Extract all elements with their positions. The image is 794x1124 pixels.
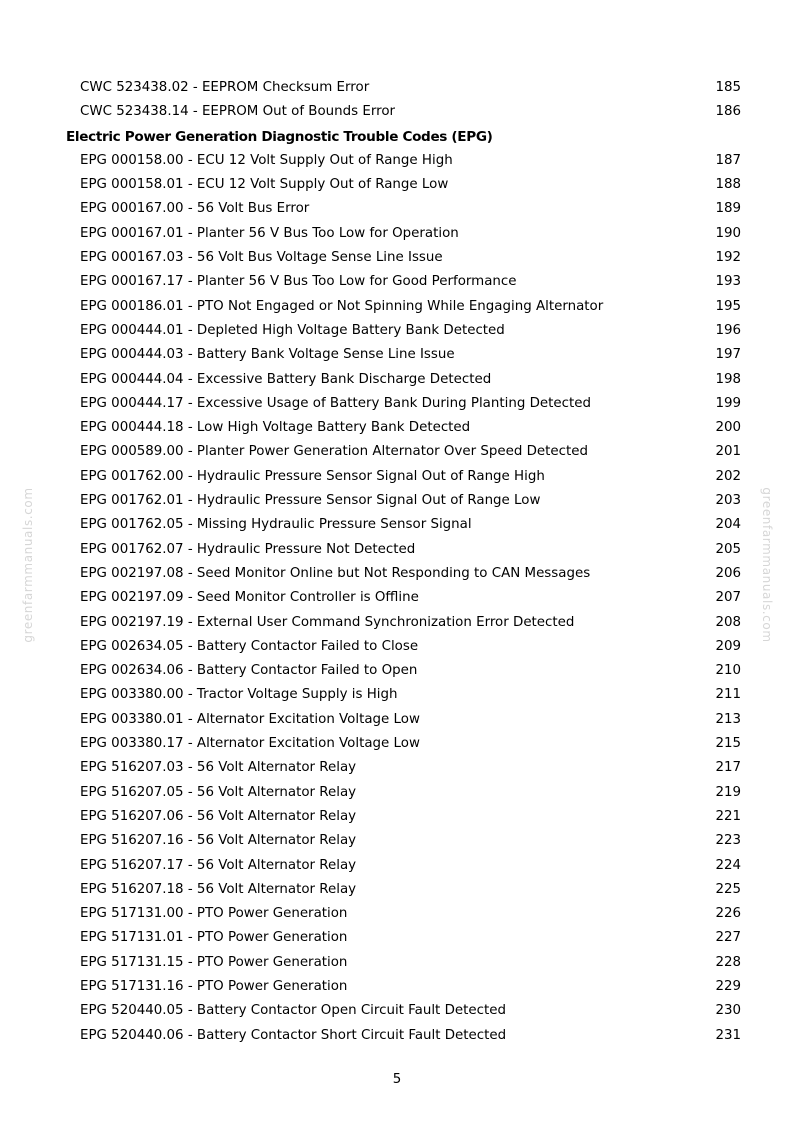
toc-entry-title: Electric Power Generation Diagnostic Trouble Codes (EPG) [66,128,493,145]
toc-entry-title: EPG 003380.00 - Tractor Voltage Supply is High [80,687,398,703]
table-of-contents [0,76,794,1048]
toc-entry[interactable] [0,659,794,683]
toc-entry-page: 196 [715,322,741,338]
toc-entry-title: EPG 000167.01 - Planter 56 V Bus Too Low for Operation [80,225,459,241]
toc-entry[interactable] [0,222,794,246]
toc-entry-page: 217 [715,760,741,776]
toc-entry-title: EPG 000444.17 - Excessive Usage of Battery Bank During Planting Detected [80,395,591,411]
toc-entry[interactable] [0,246,794,270]
toc-entry[interactable] [0,999,794,1023]
toc-entry-page: 224 [715,857,741,873]
toc-entry-page: 186 [715,104,741,120]
toc-entry-title: EPG 517131.15 - PTO Power Generation [80,954,348,970]
toc-entry[interactable] [0,149,794,173]
toc-entry-page: 207 [715,590,741,606]
toc-entry-title: EPG 516207.17 - 56 Volt Alternator Relay [80,857,357,873]
toc-entry[interactable] [0,708,794,732]
toc-entry[interactable] [0,392,794,416]
toc-entry-title: EPG 000444.18 - Low High Voltage Battery Bank Detected [80,420,471,436]
toc-entry[interactable] [0,635,794,659]
toc-entry[interactable] [0,926,794,950]
toc-entry-page: 227 [715,930,741,946]
toc-entry[interactable] [0,100,794,124]
toc-entry-page: 213 [715,711,741,727]
toc-entry[interactable] [0,975,794,999]
toc-entry-title: EPG 001762.05 - Missing Hydraulic Pressure Sensor Signal [80,517,472,533]
toc-entry-page: 209 [715,638,741,654]
toc-entry-page: 205 [715,541,741,557]
toc-entry-title: EPG 517131.01 - PTO Power Generation [80,930,348,946]
toc-entry-page: 225 [715,881,741,897]
toc-entry-page: 189 [715,201,741,217]
toc-entry-title: EPG 000167.00 - 56 Volt Bus Error [80,201,310,217]
toc-entry[interactable] [0,562,794,586]
toc-entry-page: 202 [715,468,741,484]
toc-entry[interactable] [0,197,794,221]
toc-entry-title: EPG 000158.00 - ECU 12 Volt Supply Out of Range High [80,152,453,168]
toc-entry-title: EPG 516207.03 - 56 Volt Alternator Relay [80,760,357,776]
toc-entry-title: EPG 000167.17 - Planter 56 V Bus Too Low for Good Performance [80,274,517,290]
toc-entry-page: 229 [715,978,741,994]
toc-section-heading[interactable] [0,125,794,149]
toc-entry-page: 199 [715,395,741,411]
toc-entry-title: EPG 001762.01 - Hydraulic Pressure Sensor Signal Out of Range Low [80,493,541,509]
toc-entry[interactable] [0,343,794,367]
toc-entry-title: EPG 516207.06 - 56 Volt Alternator Relay [80,808,357,824]
toc-entry[interactable] [0,732,794,756]
toc-entry-page: 188 [715,177,741,193]
toc-entry[interactable] [0,805,794,829]
toc-entry-title: EPG 000158.01 - ECU 12 Volt Supply Out of Range Low [80,177,449,193]
toc-entry[interactable] [0,538,794,562]
toc-entry-title: EPG 002197.09 - Seed Monitor Controller is Offline [80,590,419,606]
toc-entry-page: 193 [715,274,741,290]
toc-entry[interactable] [0,683,794,707]
toc-entry-page: 203 [715,493,741,509]
page-number: 5 [392,1072,402,1087]
toc-entry[interactable] [0,173,794,197]
toc-entry-page: 228 [715,954,741,970]
toc-entry-title: EPG 520440.06 - Battery Contactor Short Circuit Fault Detected [80,1027,507,1043]
toc-entry-page: 221 [715,808,741,824]
toc-entry-page: 230 [715,1003,741,1019]
toc-entry-page: 215 [715,736,741,752]
toc-entry-title: EPG 001762.07 - Hydraulic Pressure Not Detected [80,541,416,557]
toc-entry-page: 192 [715,250,741,266]
toc-entry-title: EPG 000444.04 - Excessive Battery Bank Discharge Detected [80,371,492,387]
toc-entry[interactable] [0,586,794,610]
toc-entry-page: 190 [715,225,741,241]
toc-entry[interactable] [0,1024,794,1048]
toc-entry-title: EPG 002197.19 - External User Command Synchronization Error Detected [80,614,575,630]
toc-entry[interactable] [0,440,794,464]
toc-entry-page: 197 [715,347,741,363]
toc-entry-page: 198 [715,371,741,387]
toc-entry-page: 210 [715,663,741,679]
toc-entry-title: CWC 523438.02 - EEPROM Checksum Error [80,80,370,95]
toc-entry-title: EPG 000186.01 - PTO Not Engaged or Not Spinning While Engaging Alternator [80,298,604,314]
toc-entry[interactable] [0,368,794,392]
toc-entry-title: EPG 003380.17 - Alternator Excitation Voltage Low [80,736,420,752]
toc-entry-page: 219 [715,784,741,800]
toc-entry-page: 211 [715,687,741,703]
toc-entry-page: 200 [715,420,741,436]
toc-entry-title: EPG 002634.06 - Battery Contactor Failed to Open [80,663,418,679]
toc-entry-title: EPG 002634.05 - Battery Contactor Failed to Close [80,638,419,654]
toc-entry-title: EPG 520440.05 - Battery Contactor Open Circuit Fault Detected [80,1003,506,1019]
toc-entry-title: EPG 516207.05 - 56 Volt Alternator Relay [80,784,357,800]
toc-entry-title: EPG 000589.00 - Planter Power Generation Alternator Over Speed Detected [80,444,588,460]
toc-entry-title: EPG 516207.16 - 56 Volt Alternator Relay [80,833,357,849]
toc-entry[interactable] [0,902,794,926]
toc-entry-title: EPG 000167.03 - 56 Volt Bus Voltage Sense Line Issue [80,250,443,266]
toc-entry-page: 204 [715,517,741,533]
toc-entry[interactable] [0,513,794,537]
toc-entry-title: EPG 000444.03 - Battery Bank Voltage Sense Line Issue [80,347,455,363]
toc-entry[interactable] [0,878,794,902]
toc-entry-page: 226 [715,906,741,922]
toc-entry-page: 195 [715,298,741,314]
toc-entry-page: 231 [715,1027,741,1043]
toc-entry-page: 223 [715,833,741,849]
toc-entry[interactable] [0,416,794,440]
toc-entry[interactable] [0,319,794,343]
toc-entry[interactable] [0,76,794,100]
toc-entry[interactable] [0,295,794,319]
toc-entry-title: EPG 517131.16 - PTO Power Generation [80,978,348,994]
toc-entry-page: 208 [715,614,741,630]
toc-entry[interactable] [0,489,794,513]
toc-entry[interactable] [0,781,794,805]
toc-entry[interactable] [0,270,794,294]
toc-entry-page: 187 [715,152,741,168]
toc-entry[interactable] [0,611,794,635]
toc-entry-title: EPG 001762.00 - Hydraulic Pressure Sensor Signal Out of Range High [80,468,545,484]
toc-entry-page: 201 [715,444,741,460]
toc-entry-title: CWC 523438.14 - EEPROM Out of Bounds Error [80,104,396,120]
toc-entry[interactable] [0,465,794,489]
toc-entry[interactable] [0,951,794,975]
toc-entry-title: EPG 516207.18 - 56 Volt Alternator Relay [80,881,357,897]
toc-entry[interactable] [0,756,794,780]
toc-entry-title: EPG 003380.01 - Alternator Excitation Voltage Low [80,711,420,727]
toc-entry-title: EPG 002197.08 - Seed Monitor Online but Not Responding to CAN Messages [80,565,591,581]
toc-entry-page: 206 [715,565,741,581]
toc-entry[interactable] [0,854,794,878]
toc-entry-title: EPG 517131.00 - PTO Power Generation [80,906,348,922]
toc-entry-page: 185 [715,80,741,95]
toc-entry[interactable] [0,829,794,853]
toc-entry-title: EPG 000444.01 - Depleted High Voltage Battery Bank Detected [80,322,505,338]
